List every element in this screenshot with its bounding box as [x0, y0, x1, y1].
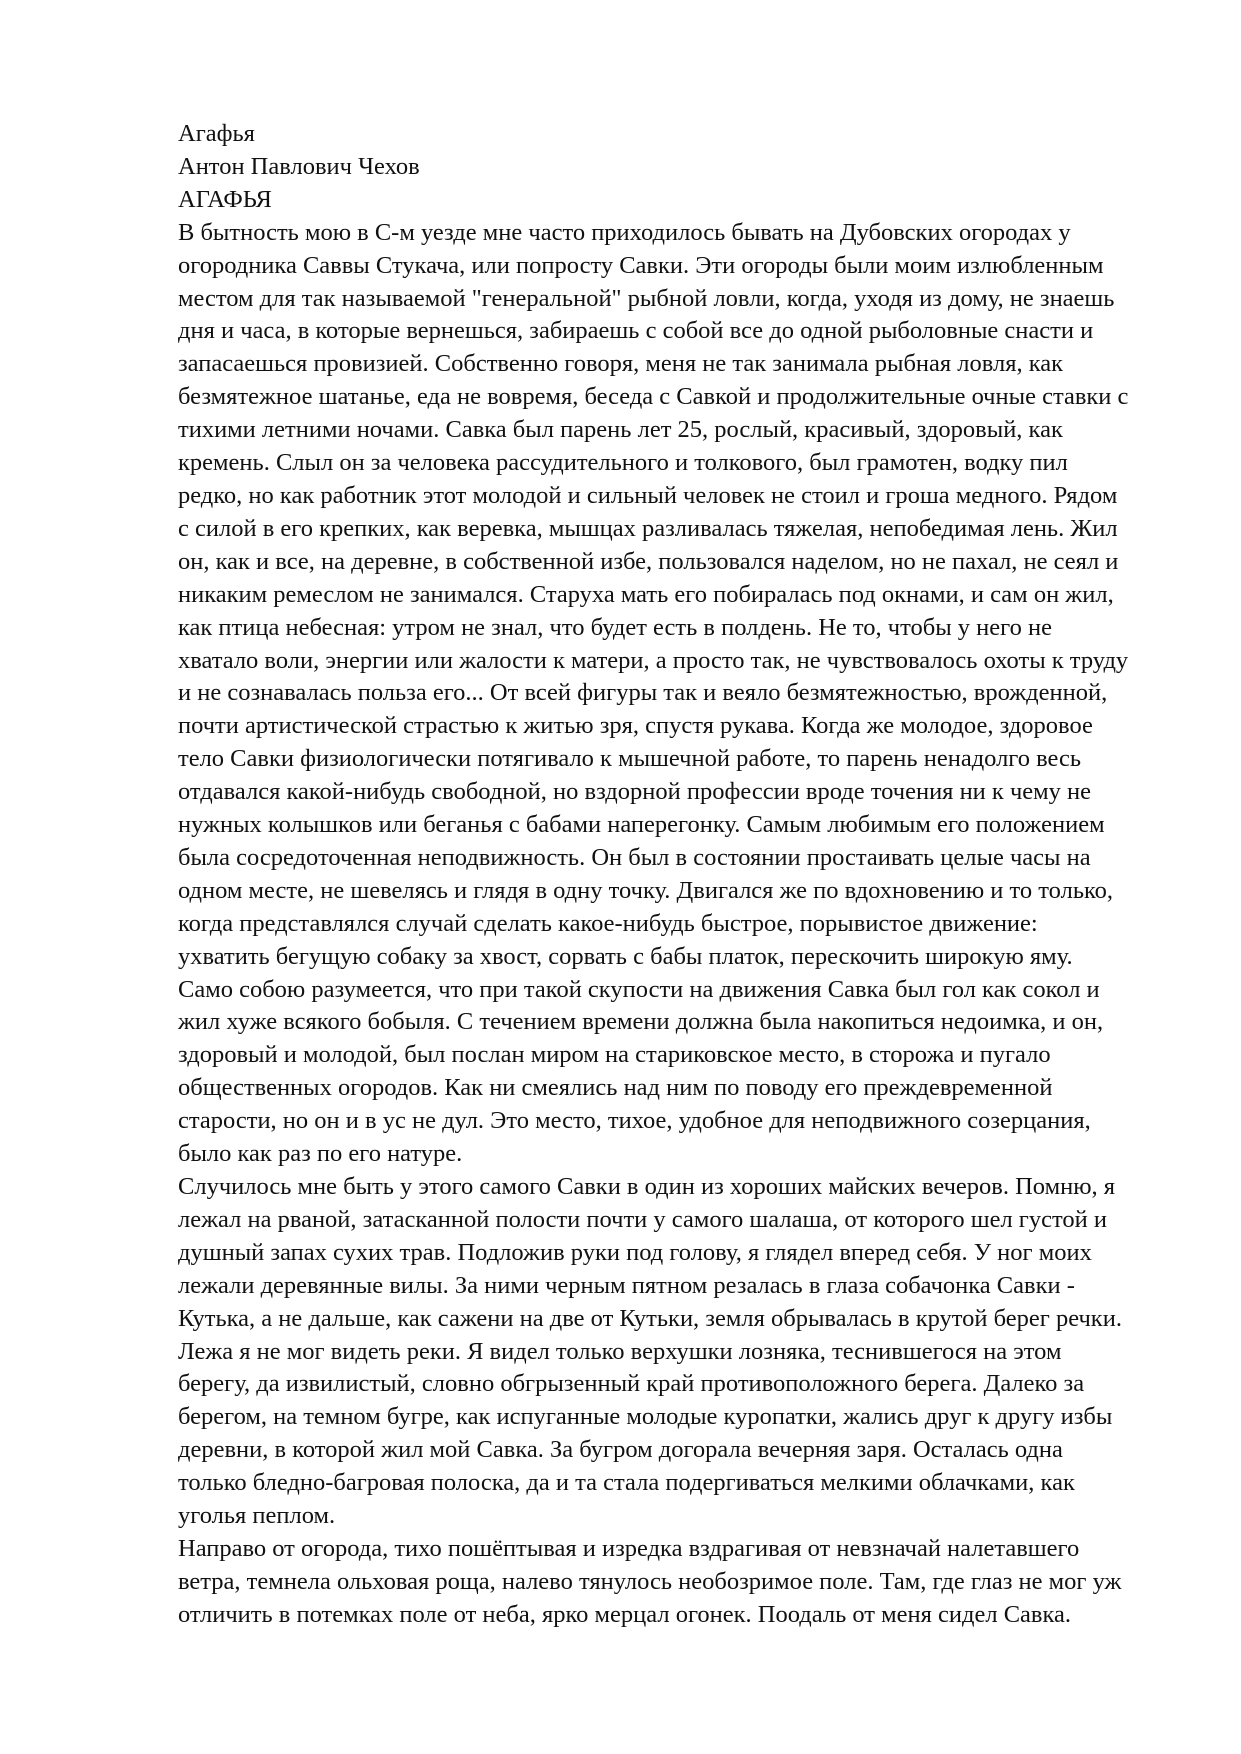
paragraph-line: В бытность мою в С-м уезде мне часто приходилось бывать на Дубовских огородах у: [178, 218, 1071, 246]
paragraph-line: Лежа я не мог видеть реки. Я видел только верхушки лозняка, теснившегося на этом: [178, 1337, 1062, 1365]
paragraph-line: жил хуже всякого бобыля. С течением времени должна была накопиться недоимка, и он,: [178, 1008, 1104, 1036]
document-page: [178, 118, 1178, 1632]
paragraph: [178, 1533, 1178, 1632]
paragraph-line: общественных огородов. Как ни смеялись над ним по поводу его преждевременной: [178, 1074, 1053, 1102]
paragraph-line: тихими летними ночами. Савка был парень лет 25, рослый, красивый, здоровый, как: [178, 416, 1063, 444]
paragraph-line: хватало воли, энергии или жалости к матери, а просто так, не чувствовалось охоты к труду: [178, 646, 1129, 674]
paragraph-line: Направо от огорода, тихо пошёптывая и изредка вздрагивая от невзначай налетавшего: [178, 1534, 1080, 1562]
paragraph: [178, 217, 1178, 1171]
paragraph-line: когда представлялся случай сделать какое-нибудь быстрое, порывистое движение:: [178, 909, 1038, 937]
paragraph-line: отличить в потемках поле от неба, ярко мерцал огонек. Поодаль от меня сидел Савка.: [178, 1600, 1072, 1628]
paragraph-line: лежали деревянные вилы. За ними черным пятном резалась в глаза собачонка Савки -: [178, 1271, 1075, 1299]
paragraph-line: как птица небесная: утром не знал, что будет есть в полдень. Не то, чтобы у него не: [178, 613, 1052, 641]
paragraph-line: огородника Саввы Стукача, или попросту Савки. Эти огороды были моим излюбленным: [178, 251, 1104, 279]
paragraph-line: одном месте, не шевелясь и глядя в одну точку. Двигался же по вдохновению и то только,: [178, 876, 1114, 904]
paragraph-line: Само собою разумеется, что при такой скупости на движения Савка был гол как сокол и: [178, 975, 1100, 1003]
paragraph-line: только бледно-багровая полоска, да и та стала подергиваться мелкими облачками, как: [178, 1469, 1075, 1497]
paragraph-line: тело Савки физиологически потягивало к мышечной работе, то парень ненадолго весь: [178, 745, 1082, 773]
body-text: [178, 217, 1178, 1632]
paragraph-line: берегом, на темном бугре, как испуганные молодые куропатки, жались друг к другу избы: [178, 1403, 1113, 1431]
paragraph-line: нужных колышков или беганья с бабами наперегонку. Самым любимым его положением: [178, 811, 1105, 839]
paragraph-line: деревни, в которой жил мой Савка. За бугром догорала вечерняя заря. Осталась одна: [178, 1436, 1063, 1464]
header-block: [178, 118, 1178, 217]
paragraph-line: запасаешься провизией. Собственно говоря, меня не так занимала рыбная ловля, как: [178, 350, 1064, 378]
paragraph-line: здоровый и молодой, был послан миром на стариковское место, в сторожа и пугало: [178, 1041, 1051, 1069]
paragraph-line: ветра, темнела ольховая роща, налево тянулось необозримое поле. Там, где глаз не мог уж: [178, 1567, 1122, 1595]
paragraph-line: Кутька, а не дальше, как сажени на две от Кутьки, земля обрывалась в крутой берег речки.: [178, 1304, 1122, 1332]
paragraph-line: Случилось мне быть у этого самого Савки в один из хороших майских вечеров. Помню, я: [178, 1173, 1116, 1200]
paragraph-line: было как раз по его натуре.: [178, 1140, 463, 1168]
paragraph-line: кремень. Слыл он за человека рассудительного и толкового, был грамотен, водку пил: [178, 449, 1068, 477]
paragraph-line: душный запах сухих трав. Подложив руки под голову, я глядел вперед себя. У ног моих: [178, 1238, 1092, 1266]
story-title: АГАФЬЯ: [178, 185, 272, 213]
paragraph-line: он, как и все, на деревне, в собственной избе, пользовался наделом, но не пахал, не сеял и: [178, 547, 1119, 575]
paragraph: [178, 1171, 1178, 1533]
paragraph-line: безмятежное шатанье, еда не вовремя, беседа с Савкой и продолжительные очные ставки с: [178, 383, 1129, 411]
paragraph-line: и не сознавалась польза его... От всей фигуры так и веяло безмятежностью, врожденной,: [178, 679, 1108, 707]
paragraph-line: отдавался какой-нибудь свободной, но вздорной профессии вроде точения ни к чему не: [178, 778, 1092, 806]
paragraph-line: лежал на рваной, затасканной полости почти у самого шалаша, от которого шел густой и: [178, 1205, 1107, 1233]
paragraph-line: берегу, да извилистый, словно обгрызенный край противоположного берега. Далеко за: [178, 1370, 1085, 1398]
paragraph-line: почти артистической страстью к житью зря, спустя рукава. Когда же молодое, здоровое: [178, 712, 1093, 740]
book-title: Агафья: [178, 120, 255, 147]
author-name: Антон Павлович Чехов: [178, 152, 420, 180]
paragraph-line: редко, но как работник этот молодой и сильный человек не стоил и гроша медного. Рядом: [178, 481, 1118, 509]
paragraph-line: никаким ремеслом не занимался. Старуха мать его побиралась под окнами, и сам он жил,: [178, 580, 1114, 608]
paragraph-line: с силой в его крепких, как веревка, мышцах разливалась тяжелая, непобедимая лень. Жил: [178, 514, 1118, 542]
paragraph-line: местом для так называемой "генеральной" рыбной ловли, когда, уходя из дому, не знаешь: [178, 284, 1115, 312]
paragraph-line: старости, но он и в ус не дул. Это место, тихое, удобное для неподвижного созерцания,: [178, 1107, 1091, 1135]
paragraph-line: ухватить бегущую собаку за хвост, сорвать с бабы платок, перескочить широкую яму.: [178, 942, 1073, 970]
paragraph-line: дня и часа, в которые вернешься, забираешь с собой все до одной рыболовные снасти и: [178, 317, 1094, 345]
paragraph-line: была сосредоточенная неподвижность. Он был в состоянии простаивать целые часы на: [178, 843, 1091, 871]
paragraph-line: уголья пеплом.: [178, 1502, 336, 1530]
